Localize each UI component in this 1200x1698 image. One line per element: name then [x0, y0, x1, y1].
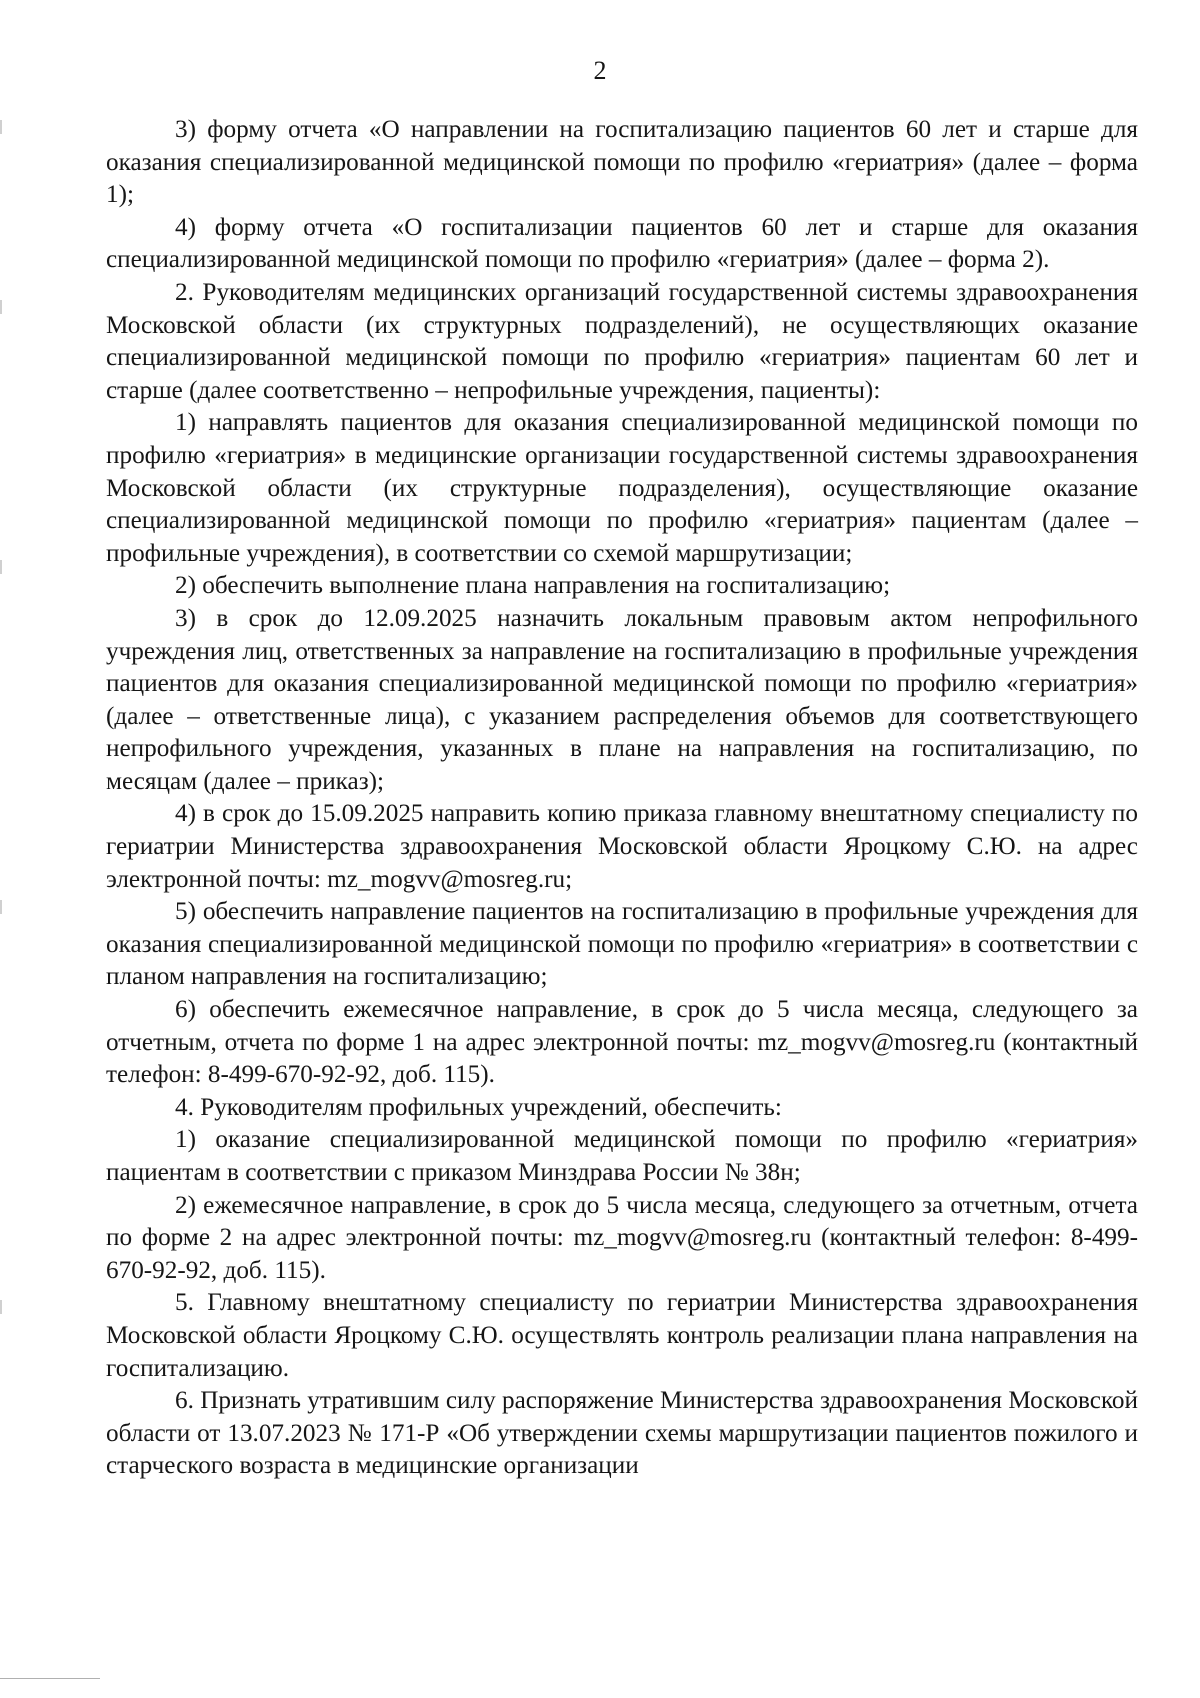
paragraph: 3) в срок до 12.09.2025 назначить локальным правовым актом непрофильного учреждения лиц, ответственных за направление на госпитализацию в профильные учреждения пациентов для оказания специализированной медицинской помощи по профилю «гериатрия» (далее – ответственные лица), с указанием распределения объемов для соответствующего непрофильного учреждения, указанных в плане на направления на госпитализацию, по месяцам (далее – приказ);	[106, 604, 1138, 795]
paragraph: 5. Главному внештатному специалисту по гериатрии Министерства здравоохранения Московской области Яроцкому С.Ю. осуществлять контроль реализации плана направления на госпитализацию.	[106, 1289, 1138, 1382]
paragraph: 1) оказание специализированной медицинской помощи по профилю «гериатрия» пациентам в соответствии с приказом Минздрава России № 38н;	[106, 1126, 1138, 1186]
paragraph: 1) направлять пациентов для оказания специализированной медицинской помощи по профилю «гериатрия» в медицинские организации государственной системы здравоохранения Московской области (их структурные подразделения), осуществляющие оказание специализированной медицинской помощи по профилю «гериатрия» пациентам (далее – профильные учреждения), в соответствии со схемой маршрутизации;	[106, 409, 1138, 567]
paragraph: 2) ежемесячное направление, в срок до 5 числа месяца, следующего за отчетным, отчета по форме 2 на адрес электронной почты: mz_mogvv@mosreg.ru (контактный телефон: 8-499-670-92-92, доб. 115).	[106, 1191, 1138, 1284]
document-body	[106, 114, 1138, 1483]
paragraph: 3) форму отчета «О направлении на госпитализацию пациентов 60 лет и старше для оказания специализированной медицинской помощи по профилю «гериатрия» (далее – форма 1);	[106, 116, 1138, 209]
paragraph: 2) обеспечить выполнение плана направления на госпитализацию;	[175, 572, 891, 600]
paragraph: 6. Признать утратившим силу распоряжение Министерства здравоохранения Московской области от 13.07.2023 № 171-Р «Об утверждении схемы маршрутизации пациентов пожилого и старческого возраста в медицинские организации	[106, 1387, 1138, 1480]
page-number: 2	[593, 56, 607, 85]
page-edge-line	[0, 1678, 100, 1679]
scan-mark	[0, 1300, 2, 1314]
scan-mark	[0, 120, 2, 134]
paragraph: 2. Руководителям медицинских организаций государственной системы здравоохранения Московской области (их структурных подразделений), не осуществляющих оказание специализированной медицинской помощи по профилю «гериатрия» пациентам 60 лет и старше (далее соответственно – непрофильные учреждения, пациенты):	[106, 278, 1138, 404]
paragraph: 4) в срок до 15.09.2025 направить копию приказа главному внештатному специалисту по гериатрии Министерства здравоохранения Московской области Яроцкому С.Ю. на адрес электронной почты: mz_mogvv@mosreg.ru;	[106, 800, 1138, 893]
scan-mark	[0, 300, 2, 314]
scan-mark	[0, 900, 2, 914]
paragraph: 5) обеспечить направление пациентов на госпитализацию в профильные учреждения для оказания специализированной медицинской помощи по профилю «гериатрия» в соответствии с планом направления на госпитализацию;	[106, 898, 1138, 991]
paragraph: 4) форму отчета «О госпитализации пациентов 60 лет и старше для оказания специализированной медицинской помощи по профилю «гериатрия» (далее – форма 2).	[106, 213, 1138, 274]
paragraph: 6) обеспечить ежемесячное направление, в срок до 5 числа месяца, следующего за отчетным, отчета по форме 1 на адрес электронной почты: mz_mogvv@mosreg.ru (контактный телефон: 8-499-670-92-92, доб. 115).	[106, 996, 1138, 1089]
paragraph: 4. Руководителям профильных учреждений, обеспечить:	[175, 1093, 782, 1121]
scan-mark	[0, 560, 2, 574]
